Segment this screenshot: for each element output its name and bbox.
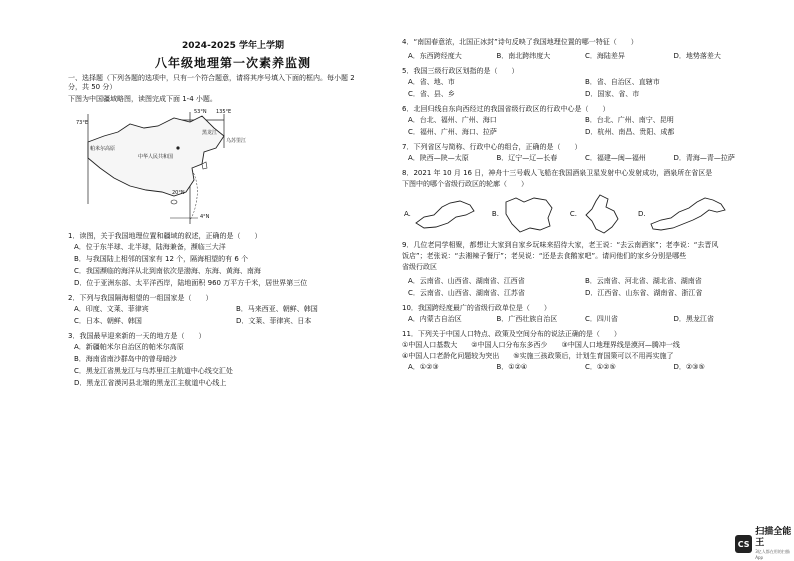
question-2-options-row1	[74, 305, 398, 314]
question-1-option-c[interactable]: C．我国濒临的海洋从北到南依次是渤海、东海、黄海、南海	[74, 267, 261, 275]
question-11-statements-2: ④中国人口老龄化问题较为突出 ⑤实施三孩政策后，计划生育国策可以不用再实施了	[402, 352, 674, 360]
label-heilongjiang: 黑龙江	[202, 130, 218, 136]
scanner-watermark	[735, 527, 794, 561]
province-outline-c	[580, 193, 624, 235]
question-8-province-outlines	[404, 193, 762, 235]
question-9-option-d[interactable]: D．江西省、山东省、湖南省、浙江省	[585, 289, 703, 297]
question-5-option-d[interactable]: D．国家、省、市	[585, 90, 640, 98]
label-prc: 中华人民共和国	[138, 154, 174, 160]
question-7-option-d[interactable]: D．青海—青—拉萨	[673, 154, 735, 162]
label-135e: 135°E	[216, 109, 232, 115]
question-3-option-c[interactable]: C．黑龙江省黑龙江与乌苏里江主航道中心线交汇处	[74, 367, 233, 375]
question-10-option-b[interactable]: B．广西壮族自治区	[496, 315, 558, 323]
question-3-stem: 3．我国最早迎来新的一天的地方是（ ）	[68, 332, 206, 340]
question-6-options-row1	[408, 116, 762, 125]
question-9-option-a[interactable]: A．云南省、山西省、湖南省、江西省	[408, 277, 525, 285]
question-5-stem: 5．我国三级行政区划指的是（ ）	[402, 67, 519, 75]
question-9-options-row2	[408, 289, 762, 298]
watermark-app-name: 扫描全能王	[755, 527, 792, 548]
question-8-stem: 8．2021 年 10 月 16 日，神舟十三号载人飞船在我国酒泉卫星发射中心发射成功，酒泉所在省区是	[402, 169, 713, 177]
camscanner-logo-icon: CS	[735, 535, 752, 553]
question-4-option-c[interactable]: C．海陆差异	[585, 52, 625, 60]
question-8-letter-d: D.	[638, 209, 646, 218]
question-4-option-d[interactable]: D．地势落差大	[673, 52, 721, 60]
question-8-letter-c: C.	[569, 209, 578, 218]
question-6-stem: 6．北回归线自东向西经过的我国省级行政区的行政中心是（ ）	[402, 105, 610, 113]
section-heading-line1: 一、选择题（下列各题的选项中，只有一个符合题意，请将其序号填入下面的框内。每小题 2	[68, 74, 355, 82]
question-2-option-b[interactable]: B．马来西亚、朝鲜、韩国	[236, 305, 318, 313]
province-outline-b	[502, 194, 556, 234]
capital-marker	[176, 146, 179, 149]
watermark-tagline: 3亿人都在用的扫描App	[755, 549, 790, 560]
question-2-option-c[interactable]: C．日本、朝鲜、韩国	[74, 317, 142, 325]
question-2-options-row2	[74, 317, 398, 326]
hainan-island	[171, 200, 177, 204]
question-8-option-b[interactable]	[492, 194, 556, 234]
right-column	[402, 38, 762, 375]
label-wusuli: 乌苏里江	[226, 138, 247, 144]
label-4n: 4°N	[200, 214, 210, 220]
question-4-options	[408, 52, 762, 61]
question-10-option-a[interactable]: A．内蒙古自治区	[408, 315, 462, 323]
exam-title: 八年级地理第一次素养监测	[154, 56, 311, 70]
question-5-options-row2	[408, 90, 762, 99]
question-5-option-b[interactable]: B．省、自治区、直辖市	[585, 78, 660, 86]
province-outline-a	[414, 197, 478, 231]
question-5-option-c[interactable]: C．省、县、乡	[408, 90, 455, 98]
province-outline-d	[649, 194, 729, 234]
question-7-option-b[interactable]: B．辽宁—辽—长春	[496, 154, 558, 162]
question-8-option-d[interactable]	[638, 194, 729, 234]
question-8-option-c[interactable]	[570, 193, 624, 235]
question-8-option-a[interactable]	[404, 197, 478, 231]
question-8-letter-b: B.	[491, 209, 499, 218]
question-1-option-d[interactable]: D．位于亚洲东部、太平洋西岸，陆地面积 960 万平方千米，居世界第三位	[74, 279, 308, 287]
exam-year: 2024-2025 学年上学期	[182, 41, 284, 51]
china-territory-map	[74, 108, 262, 226]
question-9-option-b[interactable]: B．云南省、河北省、湖北省、湖南省	[585, 277, 702, 285]
question-9-stem-end: 省级行政区	[402, 263, 437, 271]
question-11-option-a[interactable]: A．①②③	[408, 363, 439, 371]
question-8-stem-cont: 下图中的哪个省级行政区的轮廓（ ）	[402, 180, 528, 188]
question-9-option-c[interactable]: C．云南省、山西省、湖南省、江苏省	[408, 289, 525, 297]
question-3-option-a[interactable]: A．新疆帕米尔自治区的帕米尔高原	[74, 343, 184, 351]
question-11-options	[408, 363, 762, 372]
question-9-stem-cont: 饭店”；老张说：“去湘辣子餐厅”；老吴说：“还是去食鹅家吧”。请问他们的家乡分别是哪些	[402, 252, 687, 260]
question-7-option-a[interactable]: A．陕西—陕—太原	[408, 154, 469, 162]
question-11-option-b[interactable]: B．①②④	[496, 363, 528, 371]
question-10-option-d[interactable]: D．黑龙江省	[673, 315, 714, 323]
question-1-option-a[interactable]: A．位于东半球、北半球，陆海兼备，濒临三大洋	[74, 243, 226, 251]
question-10-option-c[interactable]: C．四川省	[585, 315, 618, 323]
left-column	[68, 38, 398, 391]
question-7-stem: 7．下列省区与简称、行政中心的组合，正确的是（ ）	[402, 143, 582, 151]
question-9-options-row1	[408, 277, 762, 286]
question-10-stem: 10．我国跨经度最广的省级行政单位是（ ）	[402, 304, 551, 312]
question-6-option-d[interactable]: D．杭州、南昌、贵阳、成都	[585, 128, 675, 136]
question-7-options	[408, 154, 762, 163]
question-11-stem: 11．下列关于中国人口特点、政策及空间分布的说法正确的是（ ）	[402, 330, 621, 338]
label-53n: 53°N	[194, 109, 207, 115]
question-3-option-b[interactable]: B．海南省南沙群岛中的曾母暗沙	[74, 355, 177, 363]
section-heading-line2: 分，共 50 分）	[68, 83, 117, 91]
question-2-stem: 2．下列与我国隔海相望的一组国家是（ ）	[68, 294, 213, 302]
label-20n: 20°N	[172, 190, 185, 196]
question-4-option-b[interactable]: B．南北跨纬度大	[496, 52, 551, 60]
question-4-option-a[interactable]: A．东西跨经度大	[408, 52, 462, 60]
question-5-option-a[interactable]: A．省、地、市	[408, 78, 455, 86]
question-1-option-b[interactable]: B．与我国陆上相邻的国家有 12 个，隔海相望的有 6 个	[74, 255, 249, 263]
question-2-option-a[interactable]: A．印度、文莱、菲律宾	[74, 305, 149, 313]
question-11-option-d[interactable]: D．②③⑤	[673, 363, 705, 371]
question-8-letter-a: A.	[404, 209, 411, 218]
question-9-stem: 9．几位老同学相聚，都想让大家到自家乡玩味来招待大家，老王说：“去云南酒家”；老李说：“去晋风	[402, 241, 719, 249]
question-6-options-row2	[408, 128, 762, 137]
question-7-option-c[interactable]: C．福建—闽—福州	[585, 154, 646, 162]
question-11-statements-1: ①中国人口基数大 ②中国人口分布东多西少 ③中国人口地理界线是漠河—腾冲一线	[402, 341, 680, 349]
map-graphic	[74, 108, 262, 226]
question-6-option-c[interactable]: C．福州、广州、海口、拉萨	[408, 128, 497, 136]
question-11-option-c[interactable]: C．①②⑤	[585, 363, 616, 371]
taiwan-island	[202, 162, 207, 169]
question-5-options-row1	[408, 78, 762, 87]
question-4-stem: 4．“南国春意浓，北国正冰封”诗句反映了我国地理位置的哪一特征（ ）	[402, 38, 638, 46]
question-1-stem: 1．读图，关于我国地理位置和疆域的叙述，正确的是（ ）	[68, 232, 262, 240]
question-6-option-a[interactable]: A．台北、福州、广州、海口	[408, 116, 497, 124]
label-73e: 73°E	[76, 120, 89, 126]
map-intro: 下图为中国疆域略图，读图完成下面 1-4 小题。	[68, 95, 217, 103]
question-2-option-d[interactable]: D．文莱、菲律宾、日本	[236, 317, 312, 325]
question-6-option-b[interactable]: B．台北、广州、南宁、昆明	[585, 116, 674, 124]
label-pamir: 帕米尔高原	[90, 146, 116, 152]
question-10-options	[408, 315, 762, 324]
question-3-option-d[interactable]: D．黑龙江省漠河县北端的黑龙江主航道中心线上	[74, 379, 227, 387]
